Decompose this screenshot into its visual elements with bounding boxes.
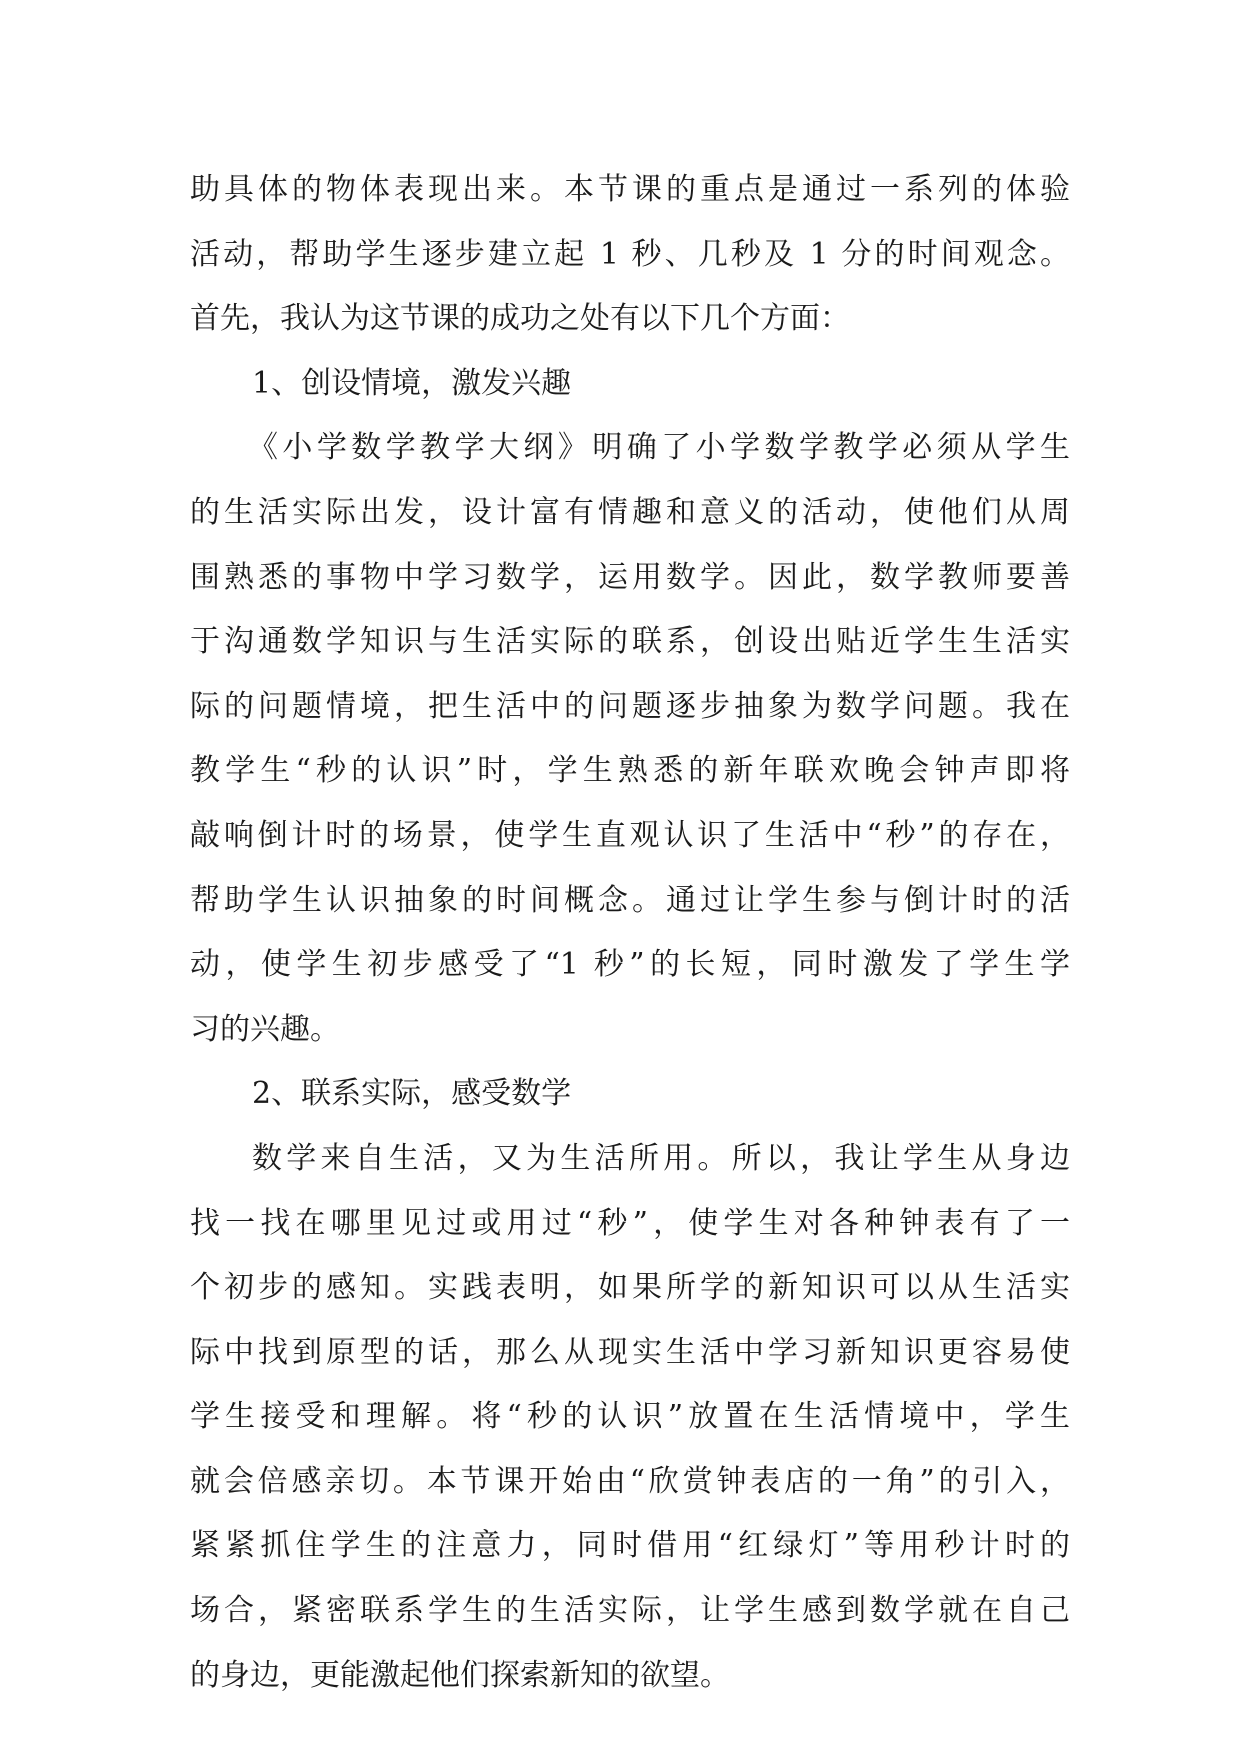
text-line: 动，使学生初步感受了“1 秒”的长短，同时激发了学生学 bbox=[190, 947, 1070, 983]
text-line: 找一找在哪里见过或用过“秒”，使学生对各种钟表有了一 bbox=[190, 1205, 1070, 1241]
text-line: 习的兴趣。 bbox=[190, 1011, 340, 1047]
section-heading: 2、联系实际，感受数学 bbox=[252, 1076, 572, 1112]
text-line: 个初步的感知。实践表明，如果所学的新知识可以从生活实 bbox=[190, 1270, 1070, 1306]
text-line: 教学生“秒的认识”时，学生熟悉的新年联欢晚会钟声即将 bbox=[190, 753, 1070, 789]
text-line: 就会倍感亲切。本节课开始由“欣赏钟表店的一角”的引入， bbox=[190, 1463, 1070, 1499]
text-line: 际中找到原型的话，那么从现实生活中学习新知识更容易使 bbox=[190, 1334, 1070, 1370]
text-line: 帮助学生认识抽象的时间概念。通过让学生参与倒计时的活 bbox=[190, 882, 1070, 918]
text-line: 紧紧抓住学生的注意力，同时借用“红绿灯”等用秒计时的 bbox=[190, 1528, 1070, 1564]
text-line: 场合，紧密联系学生的生活实际，让学生感到数学就在自己 bbox=[190, 1593, 1070, 1629]
text-line: 的身边，更能激起他们探索新知的欲望。 bbox=[190, 1657, 730, 1693]
text-line: 《小学数学教学大纲》明确了小学数学教学必须从学生 bbox=[248, 430, 1070, 466]
text-line: 活动，帮助学生逐步建立起 1 秒、几秒及 1 分的时间观念。 bbox=[190, 236, 1070, 272]
text-line: 际的问题情境，把生活中的问题逐步抽象为数学问题。我在 bbox=[190, 688, 1070, 724]
text-line: 的生活实际出发，设计富有情趣和意义的活动，使他们从周 bbox=[190, 494, 1070, 530]
text-line: 学生接受和理解。将“秒的认识”放置在生活情境中，学生 bbox=[190, 1399, 1070, 1435]
text-line: 助具体的物体表现出来。本节课的重点是通过一系列的体验 bbox=[190, 172, 1070, 207]
text-line: 于沟通数学知识与生活实际的联系，创设出贴近学生生活实 bbox=[190, 624, 1070, 660]
text-line: 数学来自生活，又为生活所用。所以，我让学生从身边 bbox=[252, 1140, 1070, 1176]
section-heading: 1、创设情境，激发兴趣 bbox=[252, 365, 572, 401]
text-line: 围熟悉的事物中学习数学，运用数学。因此，数学教师要善 bbox=[190, 559, 1070, 595]
text-line: 首先，我认为这节课的成功之处有以下几个方面： bbox=[190, 301, 850, 337]
document-body bbox=[190, 158, 1070, 1708]
text-line: 敲响倒计时的场景，使学生直观认识了生活中“秒”的存在， bbox=[190, 817, 1070, 853]
